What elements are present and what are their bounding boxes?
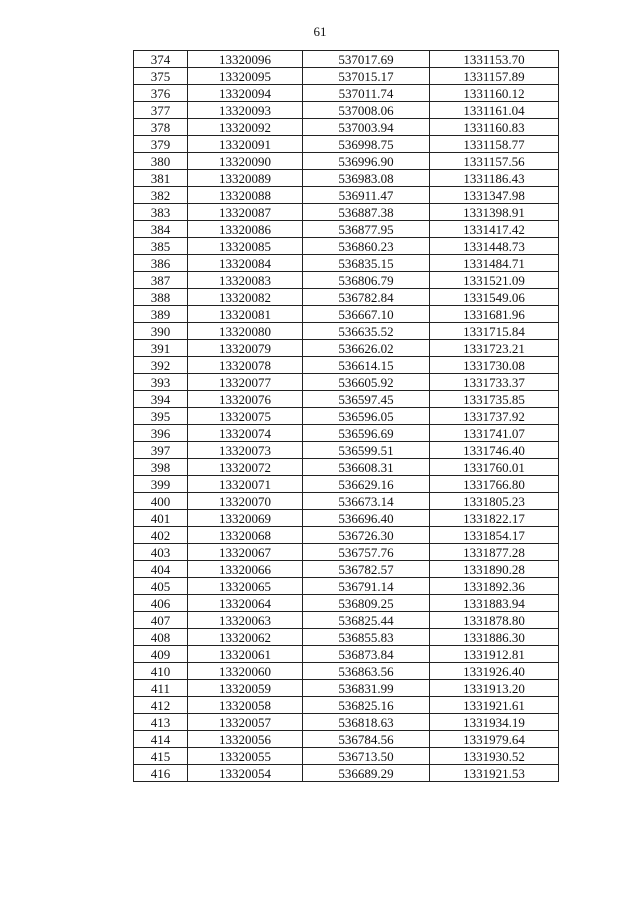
x-coordinate-cell: 536806.79 — [303, 272, 430, 289]
point-number-cell: 374 — [134, 51, 188, 68]
x-coordinate-cell: 537003.94 — [303, 119, 430, 136]
point-number-cell: 401 — [134, 510, 188, 527]
table-row — [134, 629, 559, 646]
y-coordinate-cell: 1331741.07 — [430, 425, 559, 442]
point-number-cell: 400 — [134, 493, 188, 510]
y-coordinate-cell: 1331746.40 — [430, 442, 559, 459]
point-id-cell: 13320065 — [188, 578, 303, 595]
table-row — [134, 731, 559, 748]
x-coordinate-cell: 536835.15 — [303, 255, 430, 272]
point-number-cell: 383 — [134, 204, 188, 221]
point-number-cell: 398 — [134, 459, 188, 476]
point-id-cell: 13320064 — [188, 595, 303, 612]
x-coordinate-cell: 536713.50 — [303, 748, 430, 765]
table-row — [134, 663, 559, 680]
x-coordinate-cell: 536673.14 — [303, 493, 430, 510]
table-row — [134, 442, 559, 459]
table-row — [134, 493, 559, 510]
table-row — [134, 561, 559, 578]
y-coordinate-cell: 1331913.20 — [430, 680, 559, 697]
table-row — [134, 612, 559, 629]
table-row — [134, 255, 559, 272]
point-number-cell: 409 — [134, 646, 188, 663]
x-coordinate-cell: 537008.06 — [303, 102, 430, 119]
y-coordinate-cell: 1331766.80 — [430, 476, 559, 493]
point-number-cell: 402 — [134, 527, 188, 544]
y-coordinate-cell: 1331854.17 — [430, 527, 559, 544]
y-coordinate-cell: 1331926.40 — [430, 663, 559, 680]
coordinates-table — [133, 50, 559, 782]
x-coordinate-cell: 537011.74 — [303, 85, 430, 102]
x-coordinate-cell: 536983.08 — [303, 170, 430, 187]
y-coordinate-cell: 1331730.08 — [430, 357, 559, 374]
table-row — [134, 646, 559, 663]
point-id-cell: 13320058 — [188, 697, 303, 714]
table-row — [134, 714, 559, 731]
x-coordinate-cell: 536782.84 — [303, 289, 430, 306]
table-row — [134, 544, 559, 561]
table-row — [134, 374, 559, 391]
table-row — [134, 578, 559, 595]
point-number-cell: 391 — [134, 340, 188, 357]
x-coordinate-cell: 536605.92 — [303, 374, 430, 391]
x-coordinate-cell: 536757.76 — [303, 544, 430, 561]
table-row — [134, 102, 559, 119]
y-coordinate-cell: 1331934.19 — [430, 714, 559, 731]
y-coordinate-cell: 1331886.30 — [430, 629, 559, 646]
y-coordinate-cell: 1331735.85 — [430, 391, 559, 408]
x-coordinate-cell: 536860.23 — [303, 238, 430, 255]
point-id-cell: 13320094 — [188, 85, 303, 102]
point-number-cell: 385 — [134, 238, 188, 255]
x-coordinate-cell: 536998.75 — [303, 136, 430, 153]
point-id-cell: 13320078 — [188, 357, 303, 374]
y-coordinate-cell: 1331417.42 — [430, 221, 559, 238]
point-number-cell: 389 — [134, 306, 188, 323]
point-number-cell: 415 — [134, 748, 188, 765]
point-number-cell: 381 — [134, 170, 188, 187]
point-number-cell: 390 — [134, 323, 188, 340]
point-id-cell: 13320088 — [188, 187, 303, 204]
x-coordinate-cell: 536726.30 — [303, 527, 430, 544]
point-number-cell: 399 — [134, 476, 188, 493]
y-coordinate-cell: 1331760.01 — [430, 459, 559, 476]
point-number-cell: 387 — [134, 272, 188, 289]
x-coordinate-cell: 536608.31 — [303, 459, 430, 476]
point-id-cell: 13320077 — [188, 374, 303, 391]
y-coordinate-cell: 1331157.56 — [430, 153, 559, 170]
x-coordinate-cell: 536596.05 — [303, 408, 430, 425]
point-id-cell: 13320059 — [188, 680, 303, 697]
point-id-cell: 13320091 — [188, 136, 303, 153]
point-number-cell: 406 — [134, 595, 188, 612]
point-id-cell: 13320054 — [188, 765, 303, 782]
x-coordinate-cell: 536825.16 — [303, 697, 430, 714]
table-row — [134, 119, 559, 136]
point-id-cell: 13320087 — [188, 204, 303, 221]
table-row — [134, 748, 559, 765]
x-coordinate-cell: 536825.44 — [303, 612, 430, 629]
x-coordinate-cell: 536818.63 — [303, 714, 430, 731]
table-row — [134, 340, 559, 357]
point-id-cell: 13320066 — [188, 561, 303, 578]
point-id-cell: 13320071 — [188, 476, 303, 493]
x-coordinate-cell: 537017.69 — [303, 51, 430, 68]
point-number-cell: 397 — [134, 442, 188, 459]
y-coordinate-cell: 1331733.37 — [430, 374, 559, 391]
point-number-cell: 392 — [134, 357, 188, 374]
x-coordinate-cell: 536782.57 — [303, 561, 430, 578]
point-number-cell: 377 — [134, 102, 188, 119]
y-coordinate-cell: 1331186.43 — [430, 170, 559, 187]
x-coordinate-cell: 536996.90 — [303, 153, 430, 170]
point-number-cell: 379 — [134, 136, 188, 153]
table-row — [134, 357, 559, 374]
point-id-cell: 13320061 — [188, 646, 303, 663]
point-number-cell: 405 — [134, 578, 188, 595]
y-coordinate-cell: 1331877.28 — [430, 544, 559, 561]
point-id-cell: 13320067 — [188, 544, 303, 561]
y-coordinate-cell: 1331521.09 — [430, 272, 559, 289]
y-coordinate-cell: 1331921.61 — [430, 697, 559, 714]
y-coordinate-cell: 1331979.64 — [430, 731, 559, 748]
point-id-cell: 13320096 — [188, 51, 303, 68]
point-number-cell: 410 — [134, 663, 188, 680]
y-coordinate-cell: 1331484.71 — [430, 255, 559, 272]
y-coordinate-cell: 1331883.94 — [430, 595, 559, 612]
point-id-cell: 13320062 — [188, 629, 303, 646]
point-id-cell: 13320072 — [188, 459, 303, 476]
y-coordinate-cell: 1331398.91 — [430, 204, 559, 221]
point-id-cell: 13320081 — [188, 306, 303, 323]
point-id-cell: 13320055 — [188, 748, 303, 765]
table-row — [134, 68, 559, 85]
y-coordinate-cell: 1331715.84 — [430, 323, 559, 340]
y-coordinate-cell: 1331448.73 — [430, 238, 559, 255]
point-number-cell: 416 — [134, 765, 188, 782]
point-id-cell: 13320085 — [188, 238, 303, 255]
point-id-cell: 13320092 — [188, 119, 303, 136]
point-id-cell: 13320089 — [188, 170, 303, 187]
x-coordinate-cell: 536809.25 — [303, 595, 430, 612]
point-number-cell: 376 — [134, 85, 188, 102]
point-id-cell: 13320060 — [188, 663, 303, 680]
table-row — [134, 153, 559, 170]
table-row — [134, 272, 559, 289]
x-coordinate-cell: 536873.84 — [303, 646, 430, 663]
y-coordinate-cell: 1331878.80 — [430, 612, 559, 629]
table-row — [134, 204, 559, 221]
point-id-cell: 13320082 — [188, 289, 303, 306]
table-row — [134, 323, 559, 340]
x-coordinate-cell: 536784.56 — [303, 731, 430, 748]
point-id-cell: 13320063 — [188, 612, 303, 629]
point-number-cell: 411 — [134, 680, 188, 697]
point-id-cell: 13320057 — [188, 714, 303, 731]
table-row — [134, 238, 559, 255]
y-coordinate-cell: 1331153.70 — [430, 51, 559, 68]
x-coordinate-cell: 536629.16 — [303, 476, 430, 493]
point-id-cell: 13320095 — [188, 68, 303, 85]
table-row — [134, 136, 559, 153]
point-number-cell: 378 — [134, 119, 188, 136]
point-number-cell: 380 — [134, 153, 188, 170]
y-coordinate-cell: 1331347.98 — [430, 187, 559, 204]
point-id-cell: 13320093 — [188, 102, 303, 119]
x-coordinate-cell: 536696.40 — [303, 510, 430, 527]
point-id-cell: 13320084 — [188, 255, 303, 272]
point-id-cell: 13320075 — [188, 408, 303, 425]
y-coordinate-cell: 1331681.96 — [430, 306, 559, 323]
y-coordinate-cell: 1331822.17 — [430, 510, 559, 527]
point-number-cell: 408 — [134, 629, 188, 646]
table-row — [134, 306, 559, 323]
point-number-cell: 407 — [134, 612, 188, 629]
table-row — [134, 408, 559, 425]
point-number-cell: 404 — [134, 561, 188, 578]
point-id-cell: 13320070 — [188, 493, 303, 510]
x-coordinate-cell: 537015.17 — [303, 68, 430, 85]
table-row — [134, 527, 559, 544]
point-id-cell: 13320076 — [188, 391, 303, 408]
table-row — [134, 170, 559, 187]
x-coordinate-cell: 536689.29 — [303, 765, 430, 782]
x-coordinate-cell: 536831.99 — [303, 680, 430, 697]
x-coordinate-cell: 536596.69 — [303, 425, 430, 442]
point-number-cell: 403 — [134, 544, 188, 561]
point-id-cell: 13320068 — [188, 527, 303, 544]
page-number: 61 — [313, 24, 327, 39]
x-coordinate-cell: 536887.38 — [303, 204, 430, 221]
point-number-cell: 384 — [134, 221, 188, 238]
x-coordinate-cell: 536877.95 — [303, 221, 430, 238]
y-coordinate-cell: 1331890.28 — [430, 561, 559, 578]
y-coordinate-cell: 1331160.83 — [430, 119, 559, 136]
point-number-cell: 393 — [134, 374, 188, 391]
x-coordinate-cell: 536597.45 — [303, 391, 430, 408]
x-coordinate-cell: 536626.02 — [303, 340, 430, 357]
table-row — [134, 391, 559, 408]
point-number-cell: 394 — [134, 391, 188, 408]
table-row — [134, 289, 559, 306]
table-row — [134, 187, 559, 204]
y-coordinate-cell: 1331161.04 — [430, 102, 559, 119]
y-coordinate-cell: 1331160.12 — [430, 85, 559, 102]
table-row — [134, 680, 559, 697]
point-id-cell: 13320074 — [188, 425, 303, 442]
table-row — [134, 459, 559, 476]
table-row — [134, 595, 559, 612]
table-row — [134, 510, 559, 527]
point-id-cell: 13320056 — [188, 731, 303, 748]
x-coordinate-cell: 536791.14 — [303, 578, 430, 595]
table-row — [134, 697, 559, 714]
table-row — [134, 476, 559, 493]
y-coordinate-cell: 1331723.21 — [430, 340, 559, 357]
y-coordinate-cell: 1331737.92 — [430, 408, 559, 425]
point-number-cell: 396 — [134, 425, 188, 442]
table-row — [134, 221, 559, 238]
y-coordinate-cell: 1331549.06 — [430, 289, 559, 306]
point-id-cell: 13320080 — [188, 323, 303, 340]
y-coordinate-cell: 1331157.89 — [430, 68, 559, 85]
point-number-cell: 413 — [134, 714, 188, 731]
point-number-cell: 395 — [134, 408, 188, 425]
point-id-cell: 13320086 — [188, 221, 303, 238]
point-number-cell: 412 — [134, 697, 188, 714]
point-number-cell: 382 — [134, 187, 188, 204]
y-coordinate-cell: 1331158.77 — [430, 136, 559, 153]
x-coordinate-cell: 536614.15 — [303, 357, 430, 374]
y-coordinate-cell: 1331930.52 — [430, 748, 559, 765]
table-row — [134, 765, 559, 782]
x-coordinate-cell: 536599.51 — [303, 442, 430, 459]
point-number-cell: 414 — [134, 731, 188, 748]
y-coordinate-cell: 1331912.81 — [430, 646, 559, 663]
x-coordinate-cell: 536863.56 — [303, 663, 430, 680]
x-coordinate-cell: 536911.47 — [303, 187, 430, 204]
y-coordinate-cell: 1331805.23 — [430, 493, 559, 510]
y-coordinate-cell: 1331892.36 — [430, 578, 559, 595]
x-coordinate-cell: 536635.52 — [303, 323, 430, 340]
x-coordinate-cell: 536667.10 — [303, 306, 430, 323]
table-row — [134, 425, 559, 442]
y-coordinate-cell: 1331921.53 — [430, 765, 559, 782]
coordinates-table-body — [134, 51, 559, 782]
point-id-cell: 13320083 — [188, 272, 303, 289]
point-number-cell: 386 — [134, 255, 188, 272]
point-id-cell: 13320069 — [188, 510, 303, 527]
point-id-cell: 13320073 — [188, 442, 303, 459]
x-coordinate-cell: 536855.83 — [303, 629, 430, 646]
table-row — [134, 85, 559, 102]
table-row — [134, 51, 559, 68]
point-id-cell: 13320079 — [188, 340, 303, 357]
point-number-cell: 375 — [134, 68, 188, 85]
point-id-cell: 13320090 — [188, 153, 303, 170]
point-number-cell: 388 — [134, 289, 188, 306]
